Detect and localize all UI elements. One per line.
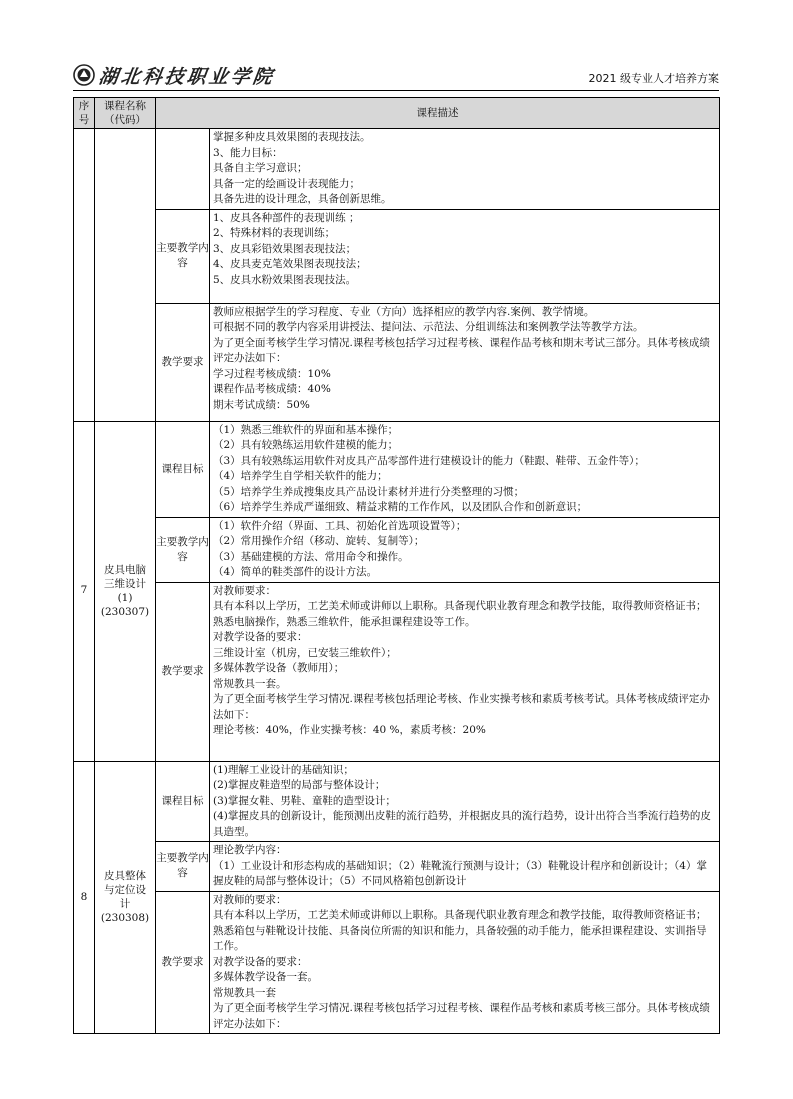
sub-label-goals: 课程目标 bbox=[156, 421, 210, 517]
page-header bbox=[73, 62, 719, 92]
text-line: (2)掌握皮鞋造型的局部与整体设计； bbox=[213, 779, 386, 791]
text-line: 对教师要求： bbox=[213, 584, 276, 597]
text-line: （3）基础建模的方法、常用命令和操作。 bbox=[213, 550, 409, 563]
text-line: 学习过程考核成绩：10% bbox=[213, 367, 331, 380]
sub-label-goals: 课程目标 bbox=[156, 761, 210, 842]
course-name-8 bbox=[95, 761, 156, 1034]
text-line: 理论教学内容： bbox=[213, 844, 287, 856]
text-line: 三维设计 bbox=[104, 578, 146, 590]
text-line: 5、皮具水粉效果图表现技法。 bbox=[213, 273, 357, 286]
table-row bbox=[74, 761, 720, 842]
sub-label-content: 主要教学内容 bbox=[156, 842, 210, 892]
text-line: （3）具有较熟练运用软件对皮具产品零部件进行建模设计的能力（鞋跟、鞋带、五金件等）； bbox=[213, 454, 645, 467]
cell-sub-continued bbox=[156, 129, 210, 210]
header-divider bbox=[73, 90, 719, 91]
text-line: (230308) bbox=[100, 912, 150, 925]
text-line: （4）简单的鞋类部件的设计方法。 bbox=[213, 566, 378, 578]
course8-goals bbox=[210, 761, 720, 842]
sub-label-content: 主要教学内容 bbox=[156, 517, 210, 582]
text-line: 具有本科以上学历，工艺美术师或讲师以上职称。具备现代职业教育理念和教学技能，取得教师资格证书；熟悉箱包与鞋靴设计技能、具备岗位所需的知识和能力，具备较强的动手能力，能承担课程建设、实训指导工作。 bbox=[213, 909, 707, 952]
text-line: (1) bbox=[117, 592, 133, 604]
text-line: 皮具电脑 bbox=[104, 564, 146, 576]
text-line: 可根据不同的教学内容采用讲授法、提问法、示范法、分组训练法和案例教学法等教学方法。 bbox=[213, 321, 644, 333]
table-row bbox=[74, 421, 720, 517]
course-name-7 bbox=[95, 421, 156, 761]
text-line: 计 bbox=[119, 898, 131, 911]
text-line: 3、能力目标： bbox=[213, 146, 283, 159]
text-line: 理论考核：40%，作业实操考核：40 %，素质考核：20% bbox=[213, 724, 486, 736]
col-header-no: 序号 bbox=[74, 98, 95, 129]
text-line: 多媒体教学设备（教师用）； bbox=[213, 662, 345, 674]
cell-desc-requirements bbox=[210, 303, 720, 421]
text-line: 具备自主学习意识； bbox=[213, 162, 308, 174]
table-header-row bbox=[74, 98, 720, 129]
cell-name-continued bbox=[95, 129, 156, 422]
table-row bbox=[74, 303, 720, 421]
school-emblem-icon bbox=[73, 64, 95, 86]
document-title: 2021 级专业人才培养方案 bbox=[588, 72, 719, 85]
table-row bbox=[74, 842, 720, 892]
text-line: （5）培养学生养成搜集皮具产品设计素材并进行分类整理的习惯； bbox=[213, 485, 525, 498]
course-table bbox=[73, 97, 720, 1034]
sub-label-content: 主要教学内容 bbox=[156, 209, 210, 303]
text-line: 对教学设备的要求： bbox=[213, 631, 308, 643]
course8-content bbox=[210, 842, 720, 892]
text-line: 常规教具一套 bbox=[213, 986, 276, 999]
text-line: (230307) bbox=[100, 606, 150, 618]
text-line: 为了更全面考核学生学习情况.课程考核包括学习过程考核、课程作品考核和期末考试三部分。具体考核成绩评定办法如下： bbox=[213, 336, 710, 364]
text-line: 多媒体教学设备一套。 bbox=[213, 971, 318, 983]
text-line: 具备一定的绘画设计表现能力； bbox=[213, 177, 360, 190]
course7-goals bbox=[210, 421, 720, 517]
cell-no-continued bbox=[74, 129, 95, 422]
text-line: （1）熟悉三维软件的界面和基本操作； bbox=[213, 423, 399, 436]
text-line: 常规教具一套。 bbox=[213, 677, 287, 690]
text-line: 三维设计室（机房，已安装三维软件）； bbox=[213, 646, 397, 659]
table-row bbox=[74, 582, 720, 761]
text-line: 4、皮具麦克笔效果图表现技法； bbox=[213, 258, 367, 270]
text-line: 皮具整体 bbox=[104, 870, 146, 883]
text-line: （6）培养学生养成严谨细致、精益求精的工作作风，以及团队合作和创新意识； bbox=[213, 501, 588, 513]
school-logo-text: 湖北科技职业学院 bbox=[97, 66, 277, 88]
text-line: 课程作品考核成绩：40% bbox=[213, 383, 331, 395]
text-line: (3)掌握女鞋、男鞋、童鞋的造型设计； bbox=[213, 794, 396, 807]
text-line: 2、特殊材料的表现训练； bbox=[213, 227, 336, 239]
text-line: (4)掌握皮具的创新设计，能预测出皮鞋的流行趋势，并根据皮具的流行趋势，设计出符合当季流行趋势的皮具造型。 bbox=[213, 810, 711, 838]
text-line: 3、皮具彩铅效果图表现技法； bbox=[213, 242, 357, 255]
text-line: 为了更全面考核学生学习情况.课程考核包括学习过程考核、课程作品考核和素质考核三部分。具体考核成绩评定办法如下： bbox=[213, 1002, 710, 1030]
text-line: 掌握多种皮具效果图的表现技法。 bbox=[213, 131, 371, 143]
text-line: 教师应根据学生的学习程度、专业（方向）选择相应的教学内容.案例、教学情境。 bbox=[213, 305, 595, 318]
table-row bbox=[74, 517, 720, 582]
text-line: （1）工业设计和形态构成的基础知识；（2）鞋靴流行预测与设计；（3）鞋靴设计程序和创新设计；（4）掌握皮鞋的局部与整体设计；（5）不同风格箱包创新设计 bbox=[213, 859, 707, 887]
text-line: （1）软件介绍（界面、工具、初始化首选项设置等）； bbox=[213, 519, 467, 532]
sub-label-requirements: 教学要求 bbox=[156, 303, 210, 421]
table-row bbox=[74, 209, 720, 303]
cell-desc-goals-continued bbox=[210, 129, 720, 210]
table-row bbox=[74, 891, 720, 1034]
text-line: 1、皮具各种部件的表现训练 ； bbox=[213, 211, 360, 224]
sub-label-requirements: 教学要求 bbox=[156, 582, 210, 761]
sub-label-requirements: 教学要求 bbox=[156, 891, 210, 1034]
text-line: （2）常用操作介绍（移动、旋转、复制等）； bbox=[213, 535, 425, 547]
text-line: 具有本科以上学历，工艺美术师或讲师以上职称。具备现代职业教育理念和教学技能，取得教师资格证书；熟悉电脑操作，熟悉三维软件，能承担课程建设等工作。 bbox=[213, 600, 707, 628]
text-line: (1)理解工业设计的基础知识； bbox=[213, 763, 354, 776]
col-header-desc: 课程描述 bbox=[156, 98, 720, 129]
text-line: 期末考试成绩：50% bbox=[213, 398, 310, 411]
course-number-7: 7 bbox=[74, 421, 95, 761]
text-line: 为了更全面考核学生学习情况.课程考核包括理论考核、作业实操考核和素质考核考试。具体考核成绩评定办法如下： bbox=[213, 693, 710, 721]
text-line: 对教学设备的要求： bbox=[213, 955, 308, 968]
text-line: 与定位设 bbox=[104, 884, 146, 897]
cell-desc-content bbox=[210, 209, 720, 303]
course-number-8: 8 bbox=[74, 761, 95, 1034]
text-line: 对教师的要求： bbox=[213, 893, 287, 906]
text-line: （4）培养学生自学相关软件的能力； bbox=[213, 470, 388, 482]
col-header-name: 课程名称（代码） bbox=[95, 98, 156, 129]
table-row bbox=[74, 129, 720, 210]
course8-requirements bbox=[210, 891, 720, 1034]
text-line: 具备先进的设计理念，具备创新思维。 bbox=[213, 193, 392, 205]
text-line: （2）具有较熟练运用软件建模的能力； bbox=[213, 439, 399, 451]
course7-content bbox=[210, 517, 720, 582]
course7-requirements bbox=[210, 582, 720, 761]
